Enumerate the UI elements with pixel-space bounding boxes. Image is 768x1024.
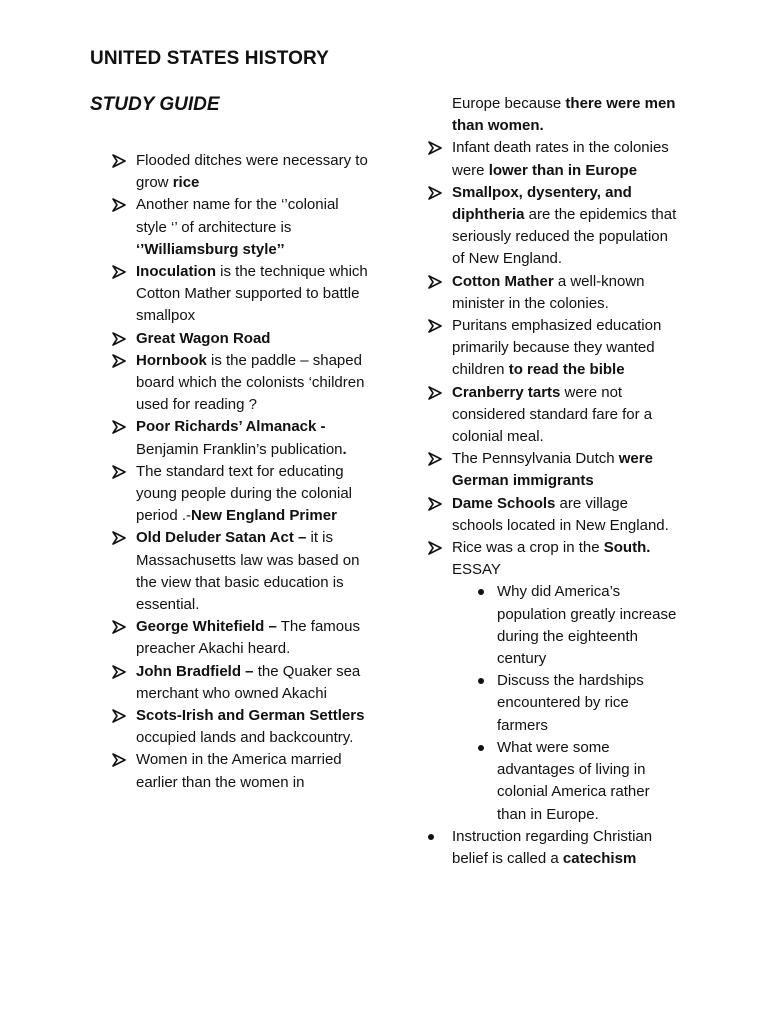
text: Why did America’s population greatly increase during the eighteenth century	[497, 583, 677, 668]
bold-text: rice	[172, 174, 200, 192]
list-item	[424, 315, 682, 382]
list-item	[424, 537, 682, 559]
bullet-dot-icon	[478, 589, 484, 595]
arrow-bullet-icon	[108, 749, 130, 771]
text: Puritans emphasized education primarily because they wanted children	[452, 317, 662, 379]
arrow-bullet-icon	[424, 315, 446, 337]
bold-text: Dame Schools	[452, 494, 556, 512]
text: is the paddle – shaped board which the colonists ‘children used for reading ?	[136, 351, 365, 414]
list-item	[108, 194, 370, 261]
bold-text: there were men than women.	[452, 95, 676, 135]
bold-text: catechism	[562, 849, 637, 867]
bold-text: were German immigrants	[452, 450, 653, 490]
continued-text	[424, 93, 682, 137]
list-item	[108, 150, 370, 194]
text: the Quaker sea merchant who owned Akachi	[136, 662, 361, 702]
text: What were some advantages of living in colonial America rather than in Europe.	[497, 738, 650, 823]
text: are village schools located in New England.	[452, 494, 669, 534]
bold-text: Poor Richards’ Almanack -	[136, 418, 326, 436]
essay-question	[424, 670, 682, 737]
list-item	[108, 661, 370, 705]
essay-question	[424, 737, 682, 826]
text: Instruction regarding Christian belief is called a	[452, 827, 653, 867]
text: were not considered standard fare for a colonial meal.	[452, 383, 653, 446]
list-item	[424, 182, 682, 271]
arrow-bullet-icon	[424, 137, 446, 159]
text: is the technique which Cotton Mather supported to battle smallpox	[136, 263, 368, 325]
bold-text: John Bradfield –	[136, 662, 254, 680]
text: Infant death rates in the colonies were	[452, 139, 669, 179]
arrow-bullet-icon	[108, 616, 130, 638]
list-item	[108, 261, 370, 328]
left-column	[108, 150, 370, 794]
list-item	[424, 271, 682, 315]
text: Women in the America married earlier than the women in	[136, 751, 342, 791]
text: Benjamin Franklin’s publication	[136, 440, 343, 458]
text: ESSAY	[452, 561, 501, 579]
list-item	[108, 527, 370, 616]
arrow-bullet-icon	[108, 350, 130, 372]
text: Europe because	[452, 95, 566, 112]
arrow-bullet-icon	[424, 493, 446, 515]
bold-text: Cranberry tarts	[452, 383, 561, 401]
essay-question	[424, 581, 682, 670]
arrow-bullet-icon	[424, 182, 446, 204]
bullet-dot-icon	[478, 678, 484, 684]
bold-text: Great Wagon Road	[136, 329, 271, 347]
arrow-bullet-icon	[108, 328, 130, 350]
bold-text: Cotton Mather	[452, 272, 554, 290]
bold-text: New England Primer	[191, 507, 337, 525]
arrow-bullet-icon	[108, 661, 130, 683]
text: Another name for the ‘’colonial style ‘’ of architecture is	[136, 196, 339, 236]
bullet-dot-icon	[478, 745, 484, 751]
bold-text: ‘’Williamsburg style’’	[136, 240, 285, 258]
list-item	[108, 705, 370, 749]
bold-text: Scots-Irish and German Settlers	[136, 707, 365, 725]
arrow-bullet-icon	[424, 537, 446, 559]
arrow-bullet-icon	[424, 382, 446, 404]
text: are the epidemics that seriously reduced the population of New England.	[452, 206, 677, 268]
list-item	[108, 350, 370, 417]
arrow-bullet-icon	[108, 194, 130, 216]
bold-text: to read the bible	[508, 361, 625, 379]
arrow-bullet-icon	[108, 527, 130, 549]
bold-text: .	[342, 440, 347, 458]
right-column	[424, 93, 682, 870]
arrow-bullet-icon	[108, 150, 130, 172]
list-item	[108, 416, 370, 460]
list-item	[108, 328, 370, 350]
text: it is Massachusetts law was based on the view that basic education is essential.	[136, 529, 360, 614]
bold-text: lower than in Europe	[488, 161, 638, 179]
list-item	[108, 749, 370, 793]
arrow-bullet-icon	[424, 271, 446, 293]
document-subtitle: STUDY GUIDE	[90, 94, 220, 115]
text: Discuss the hardships encountered by rice farmers	[497, 672, 644, 734]
arrow-bullet-icon	[108, 705, 130, 727]
essay-heading	[424, 559, 682, 581]
list-item	[108, 461, 370, 528]
bold-text: South.	[603, 539, 651, 557]
arrow-bullet-icon	[424, 448, 446, 470]
arrow-bullet-icon	[108, 416, 130, 438]
bold-text: Inoculation	[136, 263, 216, 281]
text: Flooded ditches were necessary to grow	[136, 152, 368, 192]
document-title: UNITED STATES HISTORY	[90, 48, 329, 69]
text: a well-known minister in the colonies.	[452, 272, 645, 312]
text: Rice was a crop in the	[452, 539, 604, 557]
bold-text: Smallpox, dysentery, and diphtheria	[452, 183, 632, 224]
text: occupied lands and backcountry.	[136, 729, 354, 747]
bullet-dot-icon	[428, 834, 434, 840]
arrow-bullet-icon	[108, 261, 130, 283]
list-item	[108, 616, 370, 660]
bold-text: Hornbook	[136, 351, 207, 369]
list-item	[424, 448, 682, 492]
text: The standard text for educating young people during the colonial period .-	[136, 462, 352, 525]
bold-text: George Whitefield –	[136, 618, 277, 636]
list-item	[424, 382, 682, 449]
text: The famous preacher Akachi heard.	[136, 618, 360, 658]
list-item	[424, 137, 682, 181]
list-item	[424, 493, 682, 537]
bold-text: Old Deluder Satan Act –	[136, 529, 307, 547]
arrow-bullet-icon	[108, 461, 130, 483]
text: The Pennsylvania Dutch	[452, 450, 619, 468]
list-item	[424, 826, 682, 870]
